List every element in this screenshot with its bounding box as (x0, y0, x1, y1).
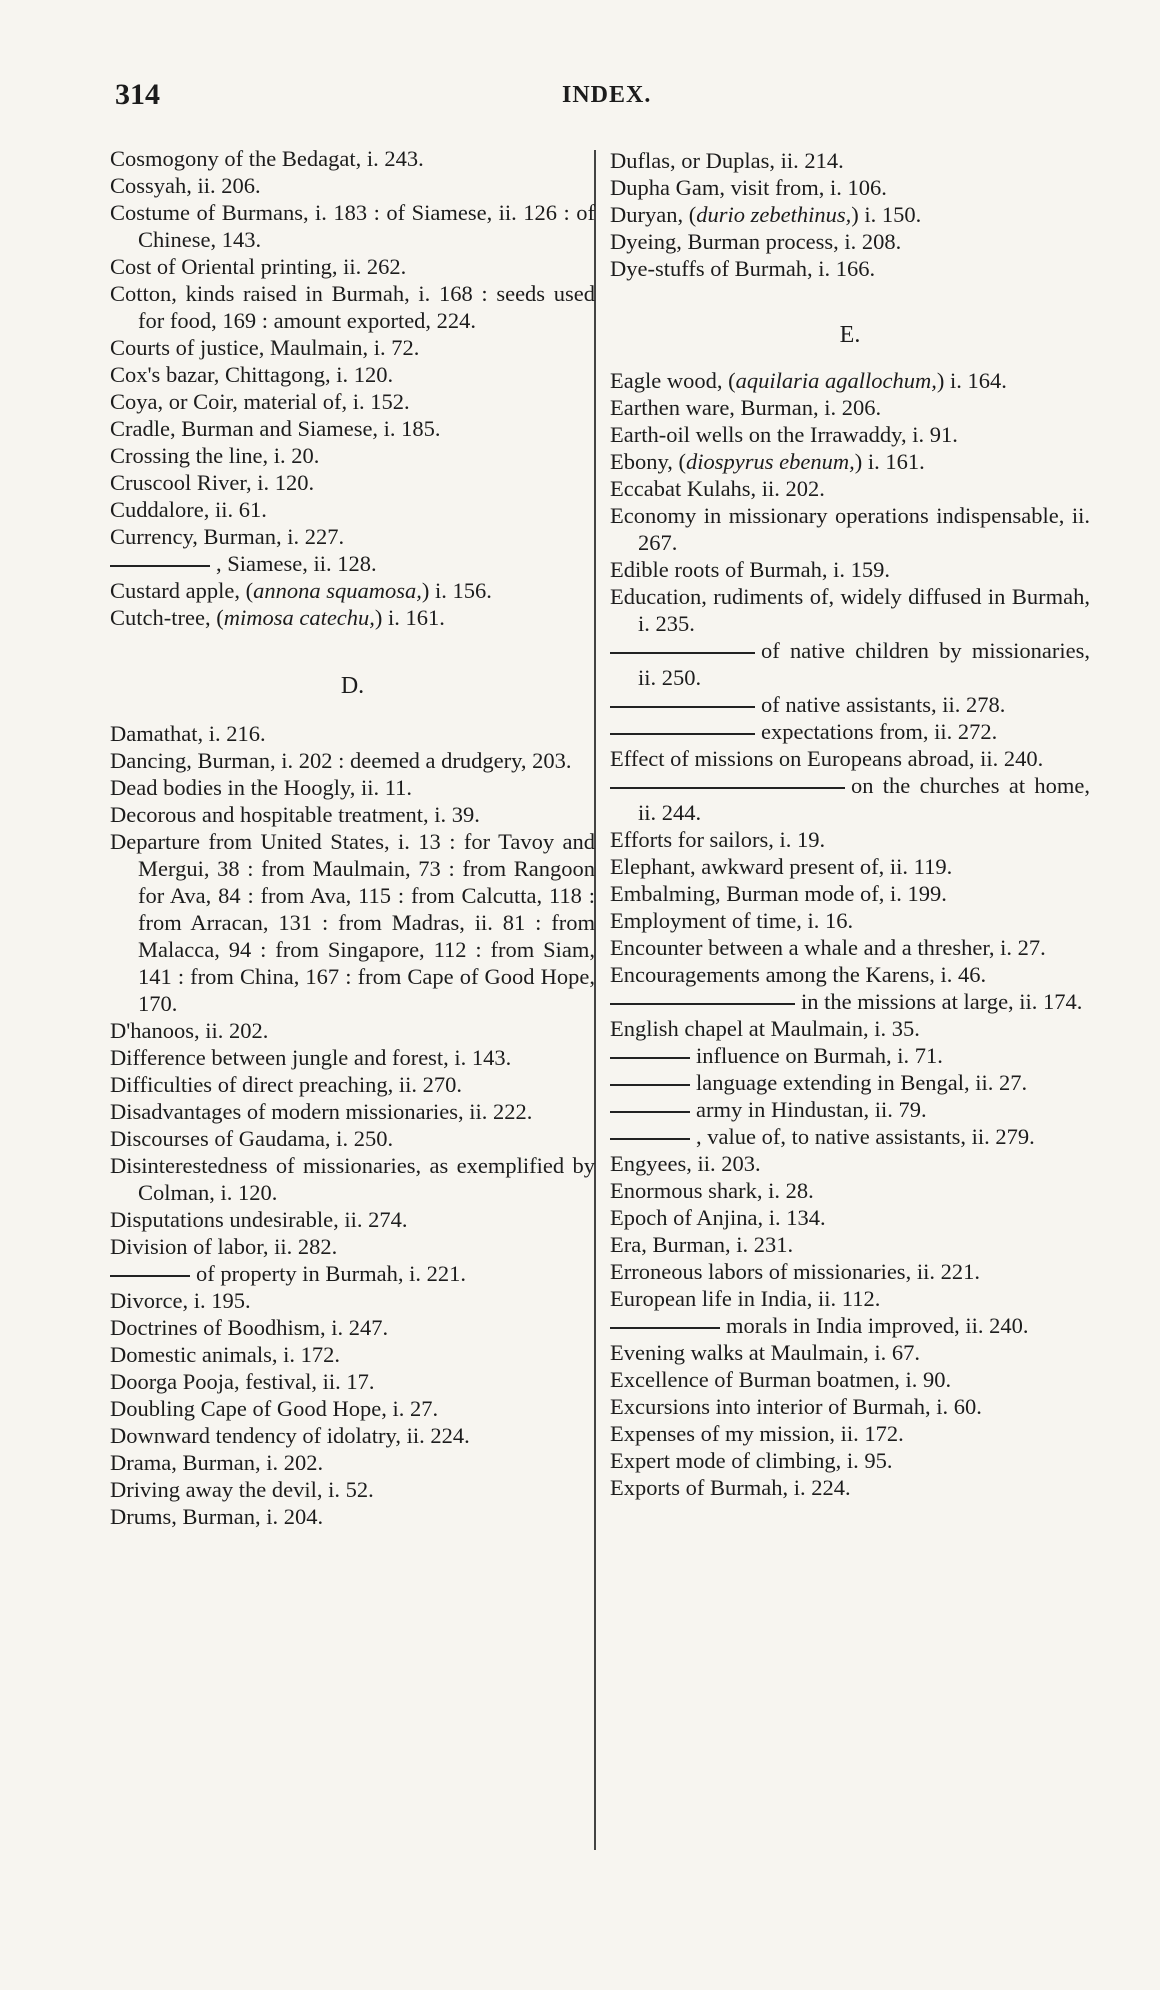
index-entry: Disputations undesirable, ii. 274. (110, 1207, 408, 1232)
index-entry: Coya, or Coir, material of, i. 152. (110, 389, 410, 414)
index-entry: Expert mode of climbing, i. 95. (610, 1448, 893, 1473)
index-entry: Doctrines of Boodhism, i. 247. (110, 1315, 389, 1340)
ditto-rule (610, 1084, 690, 1086)
index-entry: Engyees, ii. 203. (610, 1151, 761, 1176)
index-entry: Cost of Oriental printing, ii. 262. (110, 254, 407, 279)
index-entry: Decorous and hospitable treatment, i. 39. (110, 802, 480, 827)
index-entry: Cox's bazar, Chittagong, i. 120. (110, 362, 394, 387)
index-entry: Dye-stuffs of Burmah, i. 166. (610, 256, 876, 281)
index-entry: Division of labor, ii. 282. (110, 1234, 338, 1259)
index-entry: Erroneous labors of missionaries, ii. 221. (610, 1259, 980, 1284)
index-entry: on the churches at home, ii. 244. (610, 772, 1090, 826)
index-entry: Courts of justice, Maulmain, i. 72. (110, 335, 420, 360)
index-entry: Drama, Burman, i. 202. (110, 1450, 324, 1475)
index-entry: Eccabat Kulahs, ii. 202. (610, 476, 825, 501)
index-entry: Drums, Burman, i. 204. (110, 1504, 324, 1529)
ditto-rule (610, 706, 755, 708)
index-entry: Cradle, Burman and Siamese, i. 185. (110, 416, 441, 441)
index-entry: Edible roots of Burmah, i. 159. (610, 557, 890, 582)
index-entry: Domestic animals, i. 172. (110, 1342, 340, 1367)
section-letter: E. (839, 322, 861, 348)
index-entry: Efforts for sailors, i. 19. (610, 827, 826, 852)
ditto-rule (610, 787, 845, 789)
index-entry: morals in India improved, ii. 240. (610, 1312, 1090, 1339)
ditto-rule (610, 1138, 690, 1140)
ditto-rule (610, 1327, 720, 1329)
index-entry: Custard apple, (annona squamosa,) i. 156. (110, 578, 492, 603)
index-entry: Encouragements among the Karens, i. 46. (610, 962, 987, 987)
index-entry: Excursions into interior of Burmah, i. 60. (610, 1394, 982, 1419)
index-entry: Eagle wood, (aquilaria agallochum,) i. 164. (610, 368, 1007, 393)
index-entry: Education, rudiments of, widely diffused in Burmah, i. 235. (610, 584, 1090, 636)
index-entry: Costume of Burmans, i. 183 : of Siamese, ii. 126 : of Chinese, 143. (110, 200, 595, 252)
index-entry: Cuddalore, ii. 61. (110, 497, 267, 522)
index-entry: Embalming, Burman mode of, i. 199. (610, 881, 947, 906)
index-entry: European life in India, ii. 112. (610, 1286, 881, 1311)
index-entry: Economy in missionary operations indispensable, ii. 267. (610, 503, 1090, 555)
ditto-rule (110, 1275, 190, 1277)
index-entry: Employment of time, i. 16. (610, 908, 854, 933)
section-letter: D. (340, 673, 365, 699)
index-entry: army in Hindustan, ii. 79. (610, 1096, 1090, 1123)
index-entry: in the missions at large, ii. 174. (610, 988, 1090, 1015)
index-entry: Duflas, or Duplas, ii. 214. (610, 148, 844, 173)
ditto-rule (610, 1111, 690, 1113)
index-entry: Dyeing, Burman process, i. 208. (610, 229, 902, 254)
index-entry: Dancing, Burman, i. 202 : deemed a drudgery, 203. (110, 748, 572, 773)
ditto-rule (610, 1057, 690, 1059)
index-entry: Disadvantages of modern missionaries, ii. 222. (110, 1099, 533, 1124)
index-entry: Disinterestedness of missionaries, as exemplified by Colman, i. 120. (110, 1153, 595, 1205)
index-column-left (110, 145, 595, 1530)
index-entry: Divorce, i. 195. (110, 1288, 251, 1313)
index-entry: English chapel at Maulmain, i. 35. (610, 1016, 920, 1041)
index-entry: Era, Burman, i. 231. (610, 1232, 794, 1257)
index-entry: Cosmogony of the Bedagat, i. 243. (110, 146, 424, 171)
index-entry: Difficulties of direct preaching, ii. 270. (110, 1072, 462, 1097)
index-entry: language extending in Bengal, ii. 27. (610, 1069, 1090, 1096)
index-entry: Earthen ware, Burman, i. 206. (610, 395, 882, 420)
index-entry: Duryan, (durio zebethinus,) i. 150. (610, 202, 922, 227)
ditto-rule (610, 652, 755, 654)
page-number: 314 (115, 78, 160, 111)
index-entry: Exports of Burmah, i. 224. (610, 1475, 851, 1500)
index-entry: Evening walks at Maulmain, i. 67. (610, 1340, 920, 1365)
index-entry: Expenses of my mission, ii. 172. (610, 1421, 904, 1446)
index-entry: Ebony, (diospyrus ebenum,) i. 161. (610, 449, 925, 474)
index-entry: Elephant, awkward present of, ii. 119. (610, 854, 953, 879)
index-entry: Departure from United States, i. 13 : for Tavoy and Mergui, 38 : from Maulmain, 73 : from Rangoon for Ava, 84 : from Ava, 115 : from Calcutta, 118 : from Arracan, 131 : from Madras, ii. 81 : from Malacca, 94 : from Singapore, 112 : from Siam, 141 : from China, 167 : from Cape of Good Hope, 170. (110, 829, 595, 1016)
index-entry: D'hanoos, ii. 202. (110, 1018, 269, 1043)
index-entry: Currency, Burman, i. 227. (110, 524, 345, 549)
ditto-rule (610, 733, 755, 735)
index-entry: Earth-oil wells on the Irrawaddy, i. 91. (610, 422, 958, 447)
index-entry: Cotton, kinds raised in Burmah, i. 168 : seeds used for food, 169 : amount exported, 224. (110, 281, 595, 333)
index-entry: Encounter between a whale and a thresher, i. 27. (610, 935, 1046, 960)
index-entry: Crossing the line, i. 20. (110, 443, 320, 468)
index-entry: Dead bodies in the Hoogly, ii. 11. (110, 775, 413, 800)
running-head: INDEX. (562, 82, 652, 108)
index-entry: Cruscool River, i. 120. (110, 470, 315, 495)
ditto-rule (610, 1003, 795, 1005)
index-entry: Doorga Pooja, festival, ii. 17. (110, 1369, 375, 1394)
index-entry: influence on Burmah, i. 71. (610, 1042, 1090, 1069)
ditto-rule (110, 565, 210, 567)
index-column-right (610, 147, 1090, 1501)
index-entry: Cutch-tree, (mimosa catechu,) i. 161. (110, 605, 445, 630)
index-entry: Cossyah, ii. 206. (110, 173, 261, 198)
index-entry: Doubling Cape of Good Hope, i. 27. (110, 1396, 439, 1421)
index-entry: Dupha Gam, visit from, i. 106. (610, 175, 887, 200)
index-entry: Epoch of Anjina, i. 134. (610, 1205, 826, 1230)
index-entry: Enormous shark, i. 28. (610, 1178, 814, 1203)
index-entry: , value of, to native assistants, ii. 279. (610, 1123, 1090, 1150)
index-entry: of property in Burmah, i. 221. (110, 1260, 595, 1287)
index-entry: Effect of missions on Europeans abroad, ii. 240. (610, 746, 1044, 771)
index-entry: , Siamese, ii. 128. (110, 550, 595, 577)
index-entry: of native children by missionaries, ii. 250. (610, 637, 1090, 691)
index-entry: Driving away the devil, i. 52. (110, 1477, 374, 1502)
index-entry: of native assistants, ii. 278. (610, 691, 1090, 718)
index-entry: expectations from, ii. 272. (610, 718, 1090, 745)
index-entry: Discourses of Gaudama, i. 250. (110, 1126, 394, 1151)
index-entry: Downward tendency of idolatry, ii. 224. (110, 1423, 470, 1448)
index-entry: Difference between jungle and forest, i. 143. (110, 1045, 512, 1070)
index-entry: Damathat, i. 216. (110, 721, 266, 746)
index-entry: Excellence of Burman boatmen, i. 90. (610, 1367, 952, 1392)
